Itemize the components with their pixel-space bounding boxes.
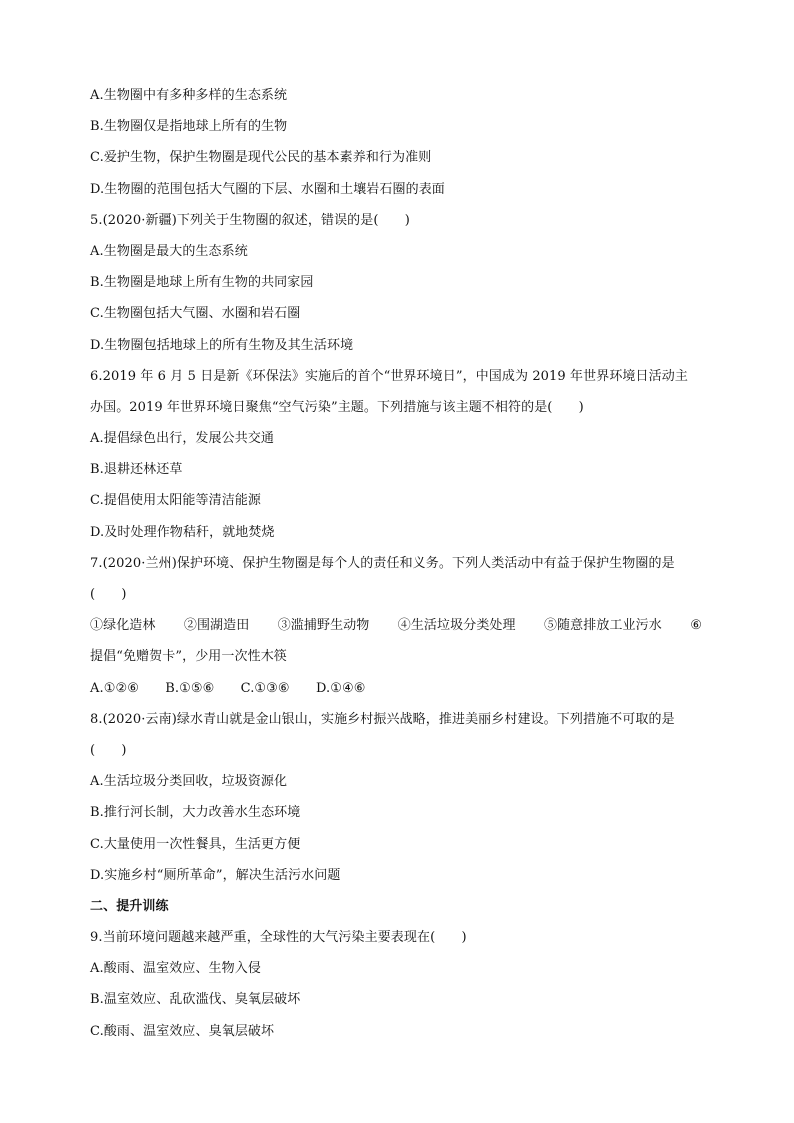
document-page [90, 80, 710, 1047]
q9-option-a: A.酸雨、温室效应、生物入侵 [90, 961, 261, 977]
section-heading: 二、提升训练 [90, 898, 169, 914]
q5-option-c: C.生物圈包括大气圈、水圈和岩石圈 [90, 306, 301, 322]
q5-stem: 5.(2020·新疆)下列关于生物圈的叙述，错误的是( ) [90, 212, 410, 228]
q6-option-b: B.退耕还林还草 [90, 462, 183, 478]
q8-option-d: D.实施乡村“厕所革命”，解决生活污水问题 [90, 867, 341, 883]
q6-stem-line1: 6.2019 年 6 月 5 日是新《环保法》实施后的首个“世界环境日”，中国成为 2019 年世界环境日活动主 [90, 368, 688, 384]
q8-option-c: C.大量使用一次性餐具，生活更方便 [90, 836, 301, 852]
q7-choices-row [90, 673, 710, 704]
q9-option-b: B.温室效应、乱砍滥伐、臭氧层破坏 [90, 992, 301, 1008]
q6-stem-line2: 办国。2019 年世界环境日聚焦“空气污染”主题。下列措施与该主题不相符的是( ) [90, 399, 584, 415]
q6-option-d: D.及时处理作物秸秆，就地焚烧 [90, 524, 275, 540]
q7-item-5: ⑤随意排放工业污水 [543, 618, 662, 634]
q7-item-3: ③滥捕野生动物 [277, 618, 370, 634]
q7-choice-c: C.①③⑥ [240, 680, 290, 696]
q8-stem-line1: 8.(2020·云南)绿水青山就是金山银山，实施乡村振兴战略，推进美丽乡村建设。下列措施不可取的是 [90, 711, 675, 727]
q4-option-b: B.生物圈仅是指地球上所有的生物 [90, 119, 288, 135]
q8-option-a: A.生活垃圾分类回收，垃圾资源化 [90, 774, 288, 790]
q4-option-d: D.生物圈的范围包括大气圈的下层、水圈和土壤岩石圈的表面 [90, 181, 445, 197]
q7-choice-b: B.①⑤⑥ [165, 680, 215, 696]
q7-stem-line1: 7.(2020·兰州)保护环境、保护生物圈是每个人的责任和义务。下列人类活动中有益于保护生物圈的是 [90, 555, 675, 571]
q7-stem-line2: ( ) [90, 587, 127, 602]
q5-option-d: D.生物圈包括地球上的所有生物及其生活环境 [90, 337, 354, 353]
q5-option-b: B.生物圈是地球上所有生物的共同家园 [90, 275, 314, 291]
q7-item-4: ④生活垃圾分类处理 [397, 618, 516, 634]
q9-option-c: C.酸雨、温室效应、臭氧层破坏 [90, 1023, 275, 1039]
q4-option-c: C.爱护生物，保护生物圈是现代公民的基本素养和行为准则 [90, 150, 432, 166]
q6-option-c: C.提倡使用太阳能等清洁能源 [90, 493, 262, 509]
q9-stem: 9.当前环境问题越来越严重，全球性的大气污染主要表现在( ) [90, 930, 467, 946]
q8-stem-line2: ( ) [90, 742, 127, 758]
q7-item-1: ①绿化造林 [90, 618, 156, 634]
q7-choice-d: D.①④⑥ [315, 680, 366, 696]
q6-option-a: A.提倡绿色出行，发展公共交通 [90, 431, 275, 447]
q7-choice-a: A.①②⑥ [90, 680, 139, 696]
q7-item-2: ②围湖造田 [183, 618, 250, 634]
q7-items-row [90, 610, 702, 641]
q5-option-a: A.生物圈是最大的生态系统 [90, 243, 248, 259]
q7-item-6: ⑥ [690, 618, 702, 634]
q8-option-b: B.推行河长制，大力改善水生态环境 [90, 805, 301, 821]
q7-items-line2: 提倡“免赠贺卡”，少用一次性木筷 [90, 649, 287, 665]
q4-option-a: A.生物圈中有多种多样的生态系统 [90, 88, 288, 103]
